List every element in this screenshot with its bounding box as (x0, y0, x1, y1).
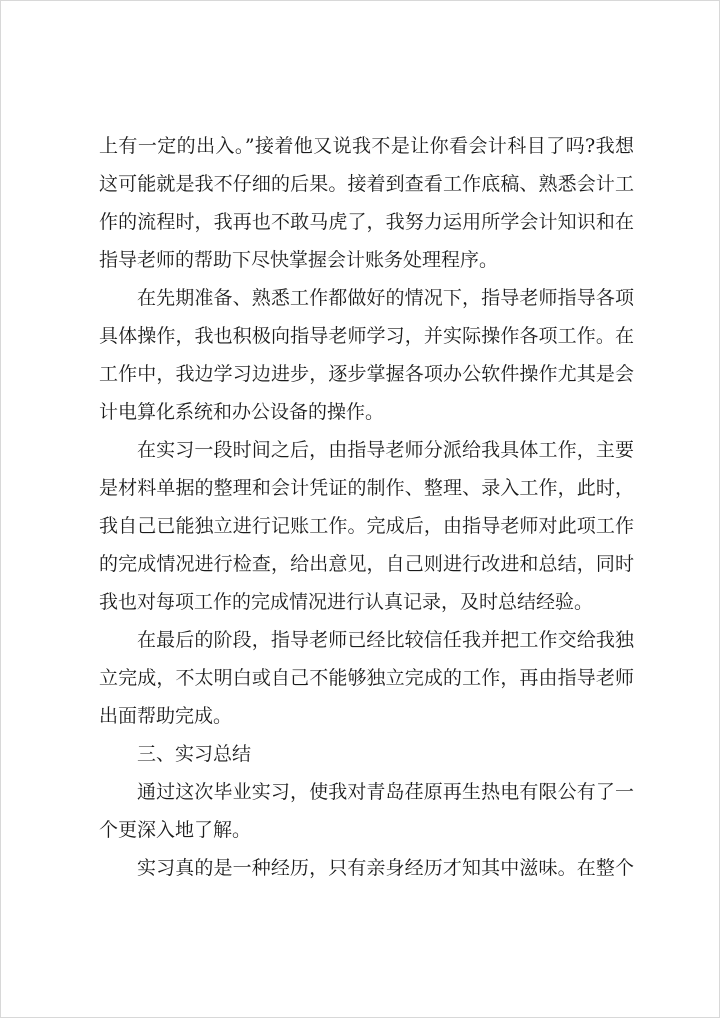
text-line: 立完成，不太明白或自己不能够独立完成的工作，再由指导老师 (99, 667, 634, 689)
text-line: 上有一定的出入。”接着他又说我不是让你看会计科目了吗?我想 (99, 135, 634, 157)
document-body (99, 127, 634, 887)
text-line: 工作中，我边学习边进步，逐步掌握各项办公软件操作尤其是会 (99, 363, 634, 385)
text-line: 个更深入地了解。 (99, 819, 252, 841)
paragraph-first-line: 在实习一段时间之后，由指导老师分派给我具体工作，主要 (137, 439, 634, 461)
text-line: 的完成情况进行检查，给出意见，自己则进行改进和总结，同时 (99, 553, 634, 575)
paragraph-first-line: 在先期准备、熟悉工作都做好的情况下，指导老师指导各项 (137, 287, 634, 309)
text-line: 指导老师的帮助下尽快掌握会计账务处理程序。 (99, 249, 499, 271)
text-line: 出面帮助完成。 (99, 705, 233, 727)
text-line: 具体操作，我也积极向指导老师学习，并实际操作各项工作。在 (99, 325, 634, 347)
section-heading: 三、实习总结 (137, 743, 252, 765)
text-line: 我自己已能独立进行记账工作。完成后，由指导老师对此项工作 (99, 515, 634, 537)
text-line: 我也对每项工作的完成情况进行认真记录，及时总结经验。 (99, 591, 594, 613)
paragraph-first-line: 实习真的是一种经历，只有亲身经历才知其中滋味。在整个 (137, 857, 634, 879)
text-line: 计电算化系统和办公设备的操作。 (99, 401, 385, 423)
paragraph-first-line: 通过这次毕业实习，使我对青岛荏原再生热电有限公有了一 (137, 781, 634, 803)
text-line: 这可能就是我不仔细的后果。接着到查看工作底稿、熟悉会计工 (99, 173, 634, 195)
paragraph-first-line: 在最后的阶段，指导老师已经比较信任我并把工作交给我独 (137, 629, 634, 651)
text-line: 是材料单据的整理和会计凭证的制作、整理、录入工作，此时， (99, 477, 634, 499)
text-line: 作的流程时，我再也不敢马虎了，我努力运用所学会计知识和在 (99, 211, 634, 233)
